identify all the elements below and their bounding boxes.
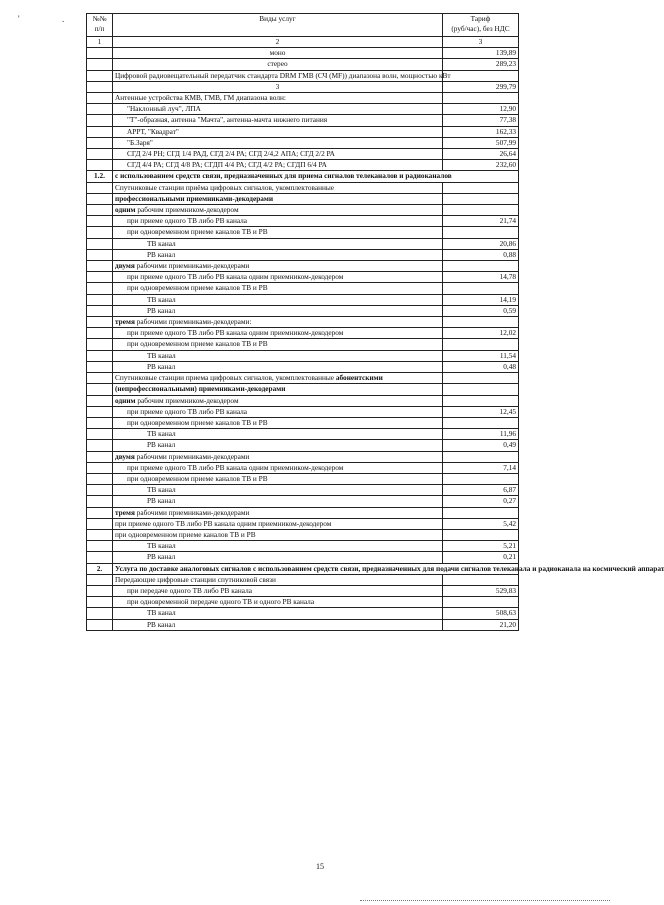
row-number [87, 384, 113, 395]
tariff-table [86, 13, 664, 631]
table-row [87, 361, 519, 372]
tariff-value: 162,33 [443, 126, 519, 137]
row-number [87, 373, 113, 384]
row-number [87, 59, 113, 70]
service-text: ТВ канал [113, 608, 443, 619]
tariff-value [443, 451, 519, 462]
service-text: Антенные устройства КМВ, ГМВ, ГМ диапазона волн: [113, 93, 443, 104]
service-text: при одновременном приеме каналов ТВ и РВ [113, 529, 443, 540]
tariff-value: 507,99 [443, 137, 519, 148]
row-number [87, 283, 113, 294]
tariff-value [443, 193, 519, 204]
service-text: при одновременном приеме каналов ТВ и РВ [113, 473, 443, 484]
row-number [87, 238, 113, 249]
tariff-value: 0,21 [443, 552, 519, 563]
service-text: ТВ канал [113, 238, 443, 249]
row-number [87, 339, 113, 350]
tariff-value: 232,60 [443, 160, 519, 171]
row-number [87, 182, 113, 193]
table-row [87, 149, 519, 160]
service-text: стерео [113, 59, 443, 70]
row-number [87, 518, 113, 529]
table-row [87, 272, 519, 283]
tariff-value [443, 384, 519, 395]
tariff-value [443, 205, 519, 216]
tariff-value [443, 529, 519, 540]
row-number [87, 48, 113, 59]
table-row [87, 585, 519, 596]
row-number [87, 529, 113, 540]
service-text: РВ канал [113, 619, 443, 630]
service-text: моно [113, 48, 443, 59]
row-number: 2. [87, 563, 113, 574]
row-number [87, 552, 113, 563]
tariff-value [443, 317, 519, 328]
service-text: при одновременной передаче одного ТВ и одного РВ канала [113, 597, 443, 608]
service-text: СГД 4/4 РА; СГД 4/8 РА; СГДП 4/4 РА; СГД 4/2 РА; СГДП 6/4 РА [113, 160, 443, 171]
row-number [87, 227, 113, 238]
row-number [87, 619, 113, 630]
table-row [87, 563, 519, 574]
row-number [87, 70, 113, 81]
tariff-value: 21,20 [443, 619, 519, 630]
tariff-value: 77,38 [443, 115, 519, 126]
table-row [87, 48, 519, 59]
service-text: Спутниковые станции приёма цифровых сигналов, укомплектованные [113, 182, 443, 193]
service-text: Услуга по доставке аналоговых сигналов с использованием средств связи, предназначенных для подачи сигналов телеканала и радиоканала на космический аппарат [113, 563, 519, 574]
tariff-value [443, 507, 519, 518]
row-number [87, 395, 113, 406]
tariff-value: 0,48 [443, 361, 519, 372]
service-text: АРРТ, "Квадрат" [113, 126, 443, 137]
table-row [87, 518, 519, 529]
service-text: РВ канал [113, 496, 443, 507]
service-text: при одновременном приеме каналов ТВ и РВ [113, 339, 443, 350]
header-tariff: Тариф (руб/час), без НДС [443, 14, 519, 37]
service-text: Цифровой радиовещательный передатчик стандарта DRM ГМВ (СЧ (MF)) диапазона волн, мощностью кВт [113, 70, 443, 81]
scan-mark-right: . [62, 14, 65, 24]
row-number [87, 160, 113, 171]
scan-mark-left: ' [18, 14, 20, 24]
table-row [87, 552, 519, 563]
row-number [87, 261, 113, 272]
table-row [87, 440, 519, 451]
column-number: 1 [87, 37, 113, 48]
tariff-value: 20,86 [443, 238, 519, 249]
table-row [87, 496, 519, 507]
service-text: при приеме одного ТВ либо РВ канала [113, 406, 443, 417]
tariff-value: 12,90 [443, 104, 519, 115]
table-row [87, 249, 519, 260]
tariff-value [443, 182, 519, 193]
service-text: при приеме одного ТВ либо РВ канала [113, 216, 443, 227]
row-number [87, 429, 113, 440]
row-number [87, 574, 113, 585]
tariff-value: 299,79 [443, 81, 519, 92]
table-row [87, 473, 519, 484]
tariff-value: 11,96 [443, 429, 519, 440]
table-row [87, 417, 519, 428]
table-row [87, 182, 519, 193]
table-row [87, 160, 519, 171]
row-number [87, 451, 113, 462]
row-number [87, 193, 113, 204]
service-text: Передающие цифровые станции спутниковой связи [113, 574, 443, 585]
service-text: ТВ канал [113, 485, 443, 496]
tariff-value: 0,59 [443, 305, 519, 316]
service-text: одним рабочим приемником-декодером [113, 205, 443, 216]
table-row [87, 339, 519, 350]
row-number [87, 361, 113, 372]
row-number [87, 305, 113, 316]
table-row [87, 59, 519, 70]
service-text: СГД 2/4 РН; СГД 1/4 РАД, СГД 2/4 РА; СГД 2/4,2 АПА; СГД 2/2 РА [113, 149, 443, 160]
tariff-value: 14,78 [443, 272, 519, 283]
service-text: РВ канал [113, 305, 443, 316]
table-row [87, 104, 519, 115]
row-number [87, 93, 113, 104]
tariff-value: 7,14 [443, 462, 519, 473]
table-row [87, 529, 519, 540]
table-row [87, 462, 519, 473]
service-text: при передаче одного ТВ либо РВ канала [113, 585, 443, 596]
service-text: при одновременном приеме каналов ТВ и РВ [113, 417, 443, 428]
service-text: "Наклонный луч", ЛПА [113, 104, 443, 115]
column-number: 3 [443, 37, 519, 48]
table-row [87, 429, 519, 440]
table-row [87, 619, 519, 630]
table-row [87, 574, 519, 585]
tariff-value: 12,02 [443, 328, 519, 339]
table-row [87, 395, 519, 406]
row-number [87, 317, 113, 328]
service-text: при приеме одного ТВ либо РВ канала одним приемником-декодером [113, 518, 443, 529]
service-text: при приеме одного ТВ либо РВ канала одним приемником-декодером [113, 272, 443, 283]
header-number: №№ п/п [87, 14, 113, 37]
service-text: РВ канал [113, 552, 443, 563]
table-row [87, 328, 519, 339]
service-text: "Б.Заря" [113, 137, 443, 148]
row-number [87, 406, 113, 417]
header-service: Виды услуг [113, 14, 443, 37]
row-number [87, 485, 113, 496]
row-number [87, 462, 113, 473]
tariff-value: 0,27 [443, 496, 519, 507]
tariff-value [443, 261, 519, 272]
column-number: 2 [113, 37, 443, 48]
table-row [87, 115, 519, 126]
header-row [87, 14, 519, 37]
table-row [87, 350, 519, 361]
table-row [87, 541, 519, 552]
table-row [87, 93, 519, 104]
service-text: двумя рабочими приемниками-декодерами [113, 261, 443, 272]
service-text: (непрофессиональными) приемниками-декодерами [113, 384, 443, 395]
service-text: ТВ канал [113, 350, 443, 361]
row-number [87, 328, 113, 339]
service-text: тремя рабочими приемниками-декодерами: [113, 317, 443, 328]
service-text: РВ канал [113, 361, 443, 372]
table-row [87, 70, 519, 81]
table-row [87, 126, 519, 137]
table-row [87, 261, 519, 272]
row-number [87, 272, 113, 283]
table-row [87, 451, 519, 462]
tariff-value: 289,23 [443, 59, 519, 70]
tariff-value [443, 70, 519, 81]
page-number: 15 [316, 862, 324, 871]
row-number [87, 149, 113, 160]
service-text: ТВ канал [113, 541, 443, 552]
table-row [87, 193, 519, 204]
row-number [87, 440, 113, 451]
table-row [87, 317, 519, 328]
row-number [87, 473, 113, 484]
row-number [87, 104, 113, 115]
row-number [87, 126, 113, 137]
tariff-value: 529,83 [443, 585, 519, 596]
row-number [87, 81, 113, 92]
table-row [87, 238, 519, 249]
tariff-value: 5,21 [443, 541, 519, 552]
table-row [87, 227, 519, 238]
bottom-rule [360, 900, 610, 901]
service-text: профессиональными приемниками-декодерами [113, 193, 443, 204]
tariff-value [443, 373, 519, 384]
tariff-value [443, 339, 519, 350]
table-row [87, 373, 519, 384]
table-row [87, 485, 519, 496]
tariff-value: 21,74 [443, 216, 519, 227]
table-row [87, 283, 519, 294]
tariff-value [443, 227, 519, 238]
tariff-value: 0,88 [443, 249, 519, 260]
table-row [87, 216, 519, 227]
tariff-value: 12,45 [443, 406, 519, 417]
table-row [87, 608, 519, 619]
column-number-row [87, 37, 519, 48]
row-number [87, 137, 113, 148]
row-number [87, 585, 113, 596]
tariff-value [443, 395, 519, 406]
table-row [87, 507, 519, 518]
row-number: 1.2. [87, 171, 113, 182]
table-row [87, 205, 519, 216]
service-text: ТВ канал [113, 294, 443, 305]
table-row [87, 406, 519, 417]
tariff-value: 0,49 [443, 440, 519, 451]
row-number [87, 496, 113, 507]
service-text: РВ канал [113, 440, 443, 451]
service-text: Спутниковые станции приема цифровых сигналов, укомплектованные абонентскими [113, 373, 443, 384]
row-number [87, 249, 113, 260]
row-number [87, 417, 113, 428]
row-number [87, 294, 113, 305]
service-text: "Т"-образная, антенна "Мачта", антенна-мачта нижнего питания [113, 115, 443, 126]
tariff-value: 139,89 [443, 48, 519, 59]
tariff-value: 508,63 [443, 608, 519, 619]
table-row [87, 294, 519, 305]
row-number [87, 608, 113, 619]
tariff-value: 5,42 [443, 518, 519, 529]
row-number [87, 597, 113, 608]
tariff-value [443, 283, 519, 294]
service-text: ТВ канал [113, 429, 443, 440]
service-text: РВ канал [113, 249, 443, 260]
row-number [87, 115, 113, 126]
service-text: с использованием средств связи, предназначенных для приема сигналов телеканалов и радиоканалов [113, 171, 519, 182]
tariff-value [443, 93, 519, 104]
row-number [87, 350, 113, 361]
table-row [87, 305, 519, 316]
service-text: одним рабочим приемником-декодером [113, 395, 443, 406]
table-row [87, 597, 519, 608]
service-text: при одновременном приеме каналов ТВ и РВ [113, 283, 443, 294]
row-number [87, 541, 113, 552]
tariff-value: 6,87 [443, 485, 519, 496]
tariff-value [443, 574, 519, 585]
tariff-value: 26,64 [443, 149, 519, 160]
service-text: при приеме одного ТВ либо РВ канала одним приемником-декодером [113, 462, 443, 473]
tariff-value: 14,19 [443, 294, 519, 305]
service-text: 3 [113, 81, 443, 92]
row-number [87, 507, 113, 518]
table-row [87, 81, 519, 92]
service-text: тремя рабочими приемниками-декодерами [113, 507, 443, 518]
tariff-value: 11,54 [443, 350, 519, 361]
row-number [87, 216, 113, 227]
service-text: при одновременном приеме каналов ТВ и РВ [113, 227, 443, 238]
tariff-value [443, 473, 519, 484]
table-row [87, 171, 519, 182]
row-number [87, 205, 113, 216]
tariff-value [443, 417, 519, 428]
service-text: при приеме одного ТВ либо РВ канала одним приемником-декодером [113, 328, 443, 339]
service-text: двумя рабочими приемниками-декодерами [113, 451, 443, 462]
table-row [87, 384, 519, 395]
table-row [87, 137, 519, 148]
tariff-value [443, 597, 519, 608]
